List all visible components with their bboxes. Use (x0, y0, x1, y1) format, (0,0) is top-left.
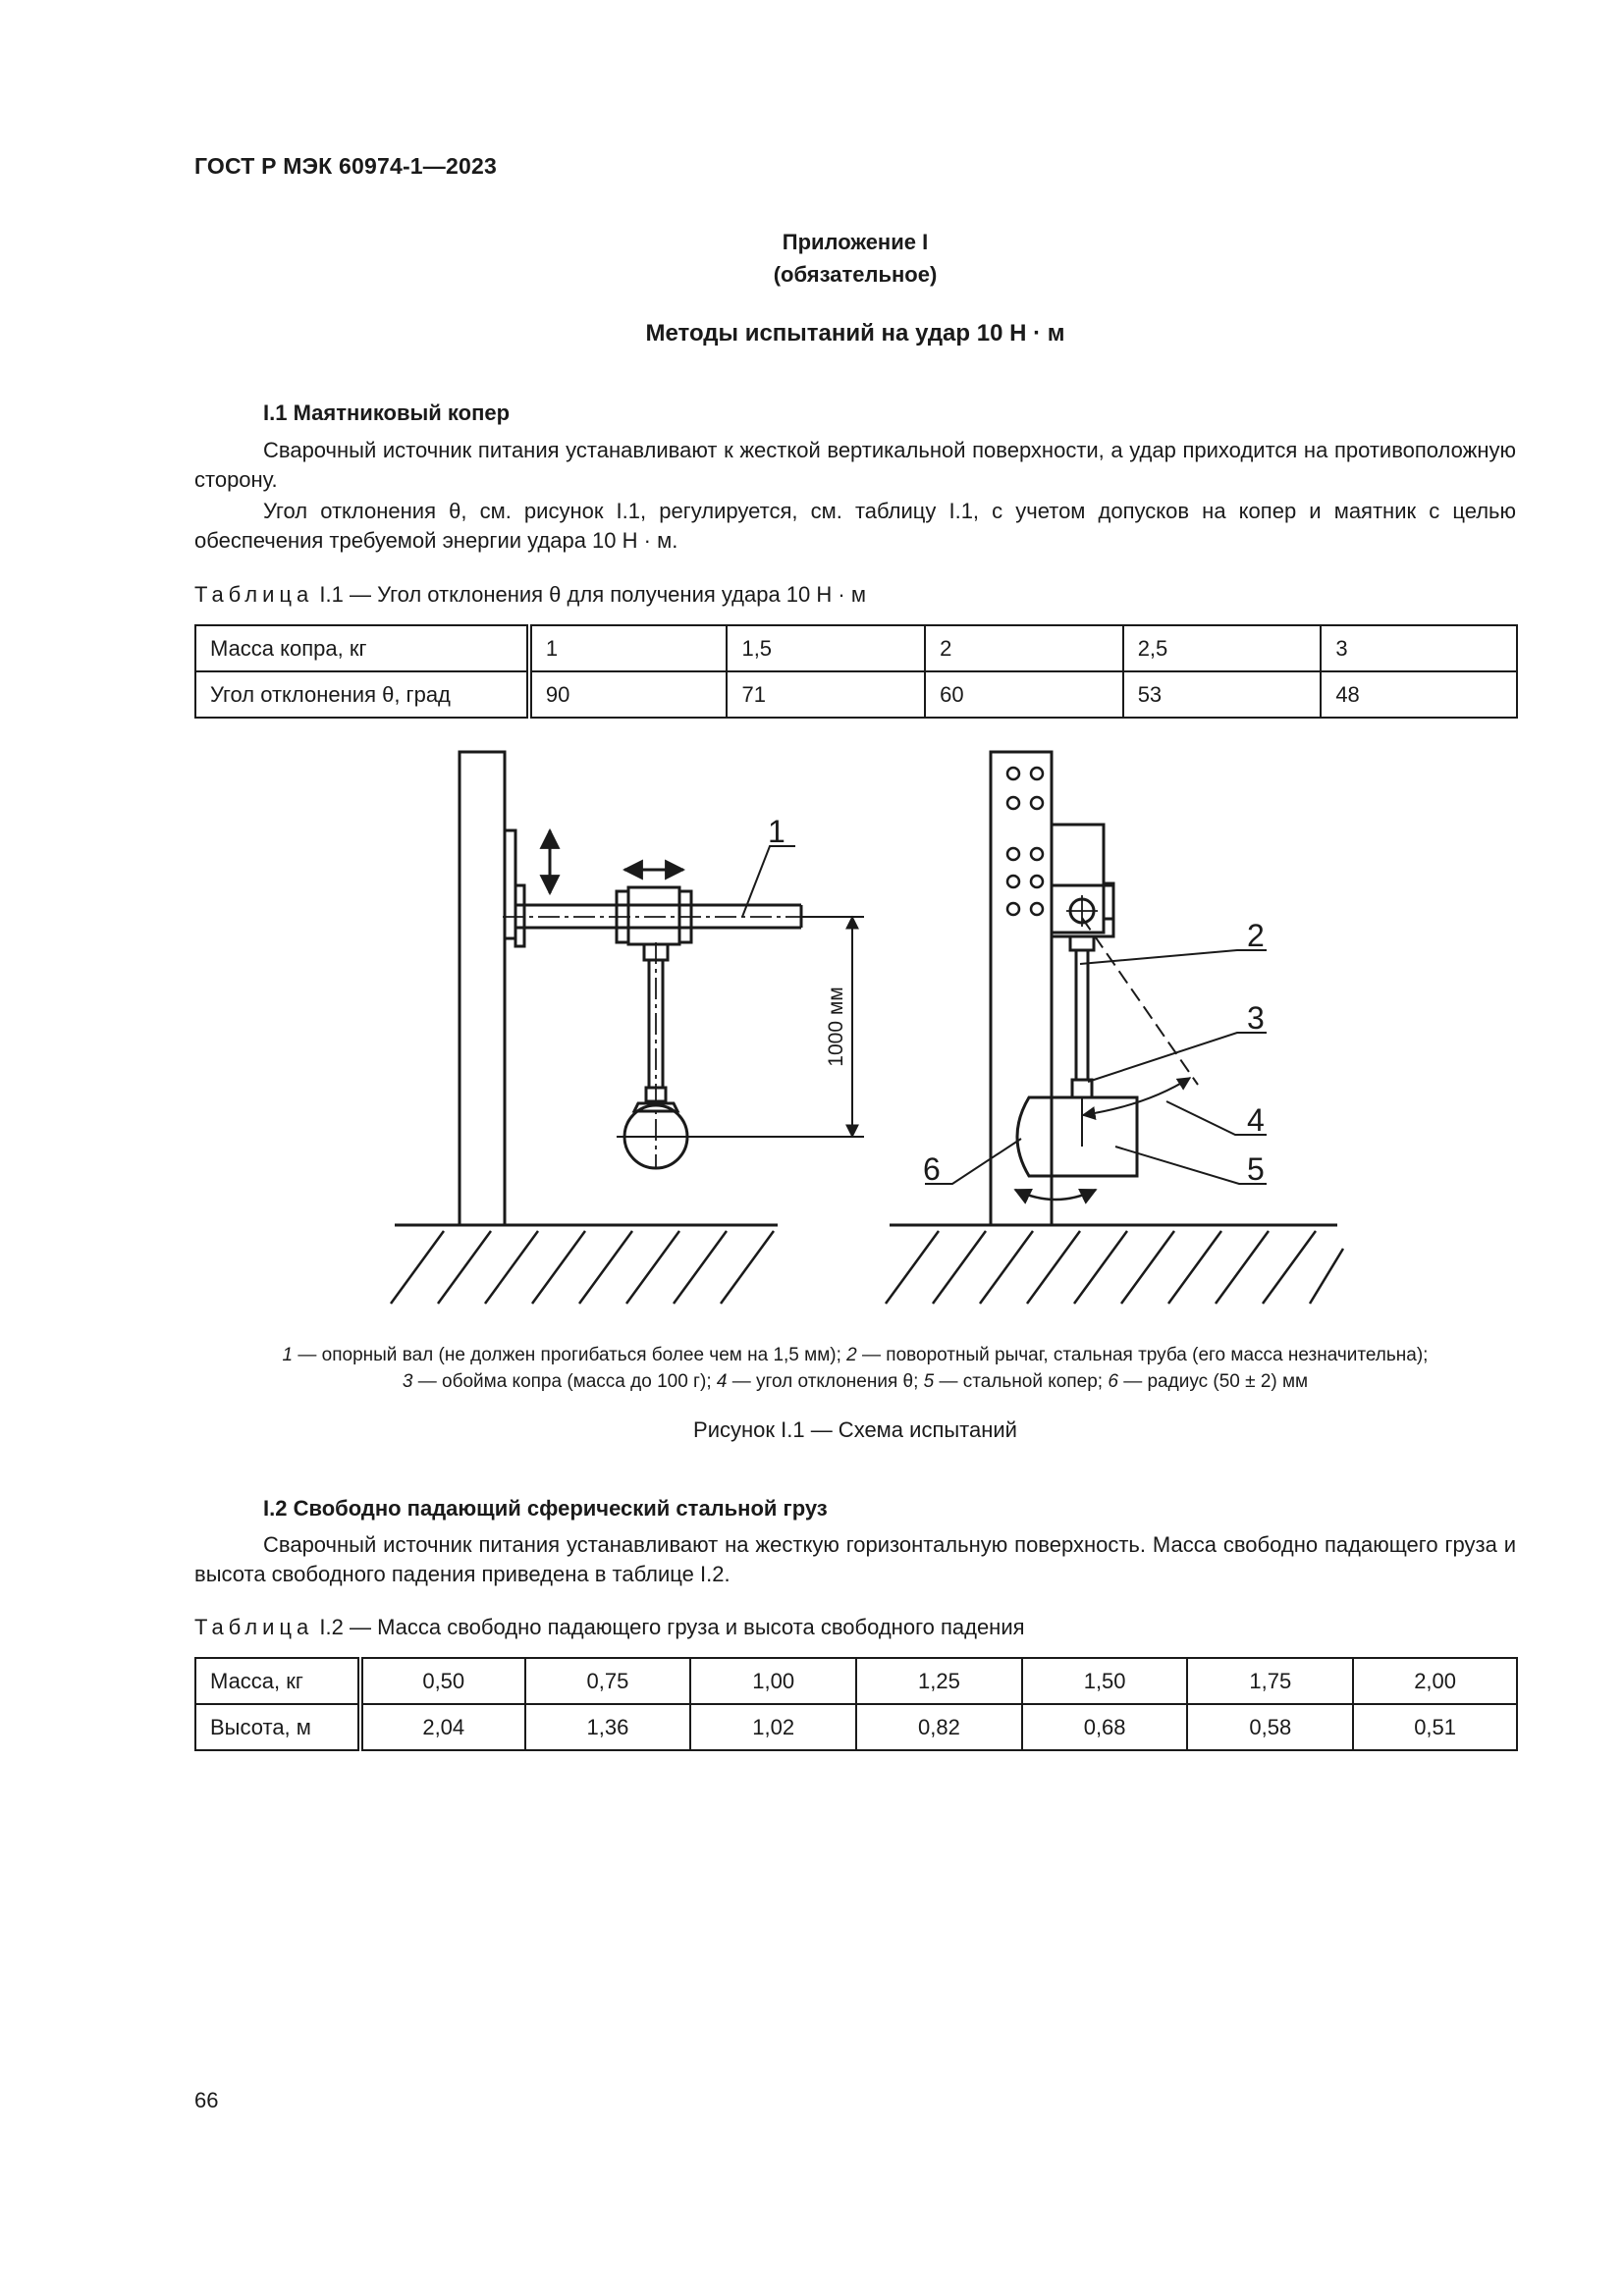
table2-caption (194, 1615, 1025, 1640)
table-row (195, 1704, 1517, 1750)
figure-legend (194, 1342, 1516, 1395)
legend-line-2 (194, 1368, 1516, 1395)
callout-2: 2 (1247, 918, 1265, 953)
table-deflection-angle (194, 624, 1518, 719)
callout-6: 6 (923, 1151, 941, 1187)
swing-arrow (1015, 1190, 1096, 1200)
table-cell: 1,02 (690, 1704, 856, 1750)
section2-paragraph-1: Сварочный источник питания устанавливают на жесткую горизонтальную поверхность. Масса свободно падающего груза и высота свободного падения приведена в таблице I.2. (194, 1532, 1516, 1586)
legend-num: 6 (1108, 1371, 1118, 1392)
document-header: ГОСТ Р МЭК 60974-1—2023 (194, 153, 497, 179)
figure-left-pendulum (391, 752, 864, 1304)
figure-right-pendulum (886, 752, 1343, 1304)
legend-text: — поворотный рычаг, стальная труба (его масса незначительна); (856, 1345, 1429, 1365)
table-row-label: Масса, кг (195, 1658, 360, 1704)
table1-caption-prefix: Таблица (194, 582, 314, 607)
dimension-label: 1000 мм (825, 987, 847, 1067)
table2-caption-text: I.2 — Масса свободно падающего груза и высота свободного падения (319, 1615, 1025, 1639)
table-row (195, 1658, 1517, 1704)
annex-title: Методы испытаний на удар 10 Н · м (645, 320, 1065, 347)
section-heading-i1: I.1 Маятниковый копер (263, 400, 511, 425)
table-cell: 2 (925, 625, 1123, 671)
legend-line-1 (194, 1342, 1516, 1368)
table-cell: 1 (529, 625, 728, 671)
table-cell: 3 (1321, 625, 1517, 671)
vertical-wall (460, 752, 505, 1225)
table-cell: 60 (925, 671, 1123, 718)
mounting-plate (1052, 825, 1104, 933)
table-cell: 48 (1321, 671, 1517, 718)
legend-num: 2 (846, 1345, 857, 1365)
table-cell: 71 (727, 671, 925, 718)
callout-5: 5 (1247, 1151, 1265, 1187)
table-cell: 2,04 (360, 1704, 525, 1750)
table-cell: 0,68 (1022, 1704, 1188, 1750)
table-cell: 1,50 (1022, 1658, 1188, 1704)
table-cell: 0,50 (360, 1658, 525, 1704)
table-cell: 1,00 (690, 1658, 856, 1704)
annex-label: Приложение I (782, 230, 929, 254)
table-cell: 0,82 (856, 1704, 1022, 1750)
pivot-block (628, 887, 679, 944)
callout-leader-2 (1080, 950, 1267, 964)
callout-4: 4 (1247, 1102, 1265, 1138)
table-row-label: Масса копра, кг (195, 625, 529, 671)
wall-bolt-holes (1007, 768, 1043, 915)
legend-text: — обойма копра (масса до 100 г); (412, 1371, 717, 1392)
section-heading-i2: I.2 Свободно падающий сферический стальной груз (263, 1496, 828, 1521)
ground-hatching (391, 1231, 774, 1304)
steel-striker (1017, 1097, 1137, 1176)
deflected-arm-line (1082, 918, 1198, 1085)
legend-text: — угол отклонения θ; (727, 1371, 924, 1392)
mounting-flange (515, 885, 524, 946)
legend-num: 1 (282, 1345, 294, 1365)
page-number: 66 (194, 2088, 219, 2112)
table-row (195, 625, 1517, 671)
legend-num: 3 (402, 1371, 413, 1392)
legend-text: — опорный вал (не должен прогибаться более чем на 1,5 мм); (293, 1345, 847, 1365)
vertical-wall (991, 752, 1052, 1225)
table-cell: 1,5 (727, 625, 925, 671)
legend-num: 4 (716, 1371, 728, 1392)
callout-leader-3 (1088, 1033, 1267, 1082)
section1-paragraph-1: Сварочный источник питания устанавливают к жесткой вертикальной поверхности, а удар приходится на противоположную сторону. (194, 438, 1516, 492)
table-cell: 0,51 (1353, 1704, 1517, 1750)
table-cell: 0,75 (525, 1658, 691, 1704)
table-cell: 1,36 (525, 1704, 691, 1750)
table-cell: 1,25 (856, 1658, 1022, 1704)
table-cell: 53 (1123, 671, 1322, 718)
table-falling-weight (194, 1657, 1518, 1751)
legend-text: — радиус (50 ± 2) мм (1117, 1371, 1309, 1392)
table-row-label: Угол отклонения θ, град (195, 671, 529, 718)
figure-test-scheme (0, 726, 1624, 1315)
table-row-label: Высота, м (195, 1704, 360, 1750)
table-cell: 1,75 (1187, 1658, 1353, 1704)
wall-mounting-plate (505, 830, 515, 938)
callout-3: 3 (1247, 1000, 1265, 1036)
table-cell: 2,00 (1353, 1658, 1517, 1704)
table2-caption-prefix: Таблица (194, 1615, 314, 1639)
callout-1: 1 (768, 814, 785, 849)
legend-num: 5 (923, 1371, 935, 1392)
annex-heading (194, 226, 1516, 291)
ground-hatching (886, 1231, 1343, 1304)
table-cell: 2,5 (1123, 625, 1322, 671)
legend-text: — стальной копер; (934, 1371, 1109, 1392)
table-cell: 0,58 (1187, 1704, 1353, 1750)
annex-status: (обязательное) (773, 262, 938, 287)
section1-paragraph-2: Угол отклонения θ, см. рисунок I.1, регулируется, см. таблицу I.1, с учетом допусков на копер и маятник с целью обеспечения требуемой энергии удара 10 Н · м. (194, 499, 1516, 553)
table-cell: 90 (529, 671, 728, 718)
table1-caption-text: I.1 — Угол отклонения θ для получения удара 10 Н · м (319, 582, 866, 607)
figure-caption: Рисунок I.1 — Схема испытаний (693, 1417, 1017, 1442)
table1-caption (194, 582, 866, 608)
table-row (195, 671, 1517, 718)
